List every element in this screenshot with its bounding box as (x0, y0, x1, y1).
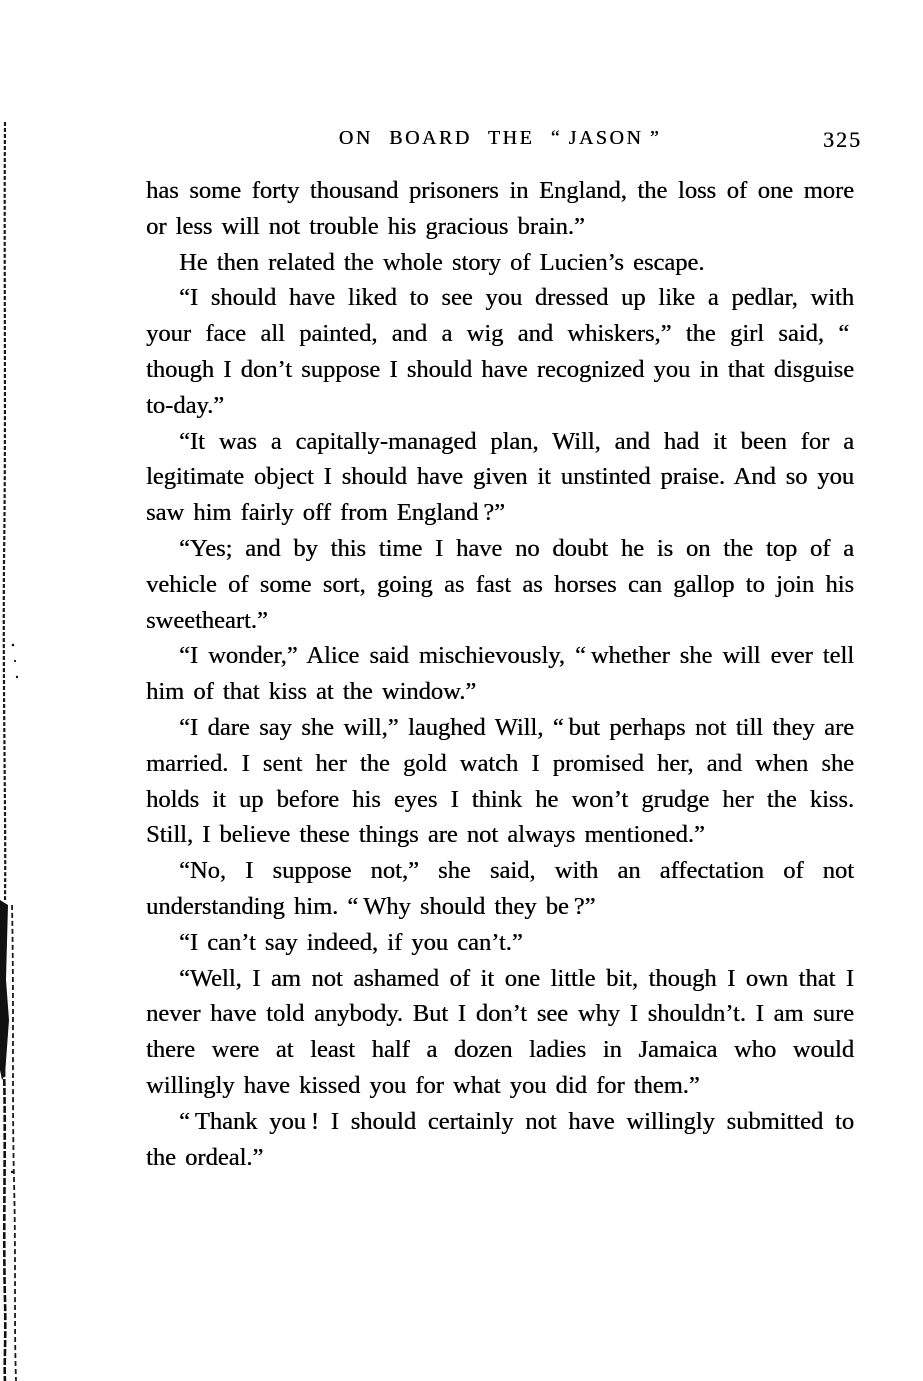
text-column (146, 127, 862, 1175)
paragraph: “ Thank you ! I should certainly not have willingly submitted to the ordeal.” (146, 1107, 854, 1171)
page-body (146, 173, 854, 1175)
paragraph: “Yes; and by this time I have no doubt he is on the top of a vehicle of some sort, going as fast as horses can gallop to join his sweetheart.” (146, 534, 854, 634)
scan-artifact-left-edge (0, 0, 30, 1381)
paragraph: “It was a capitally-managed plan, Will, and had it been for a legitimate object I should have given it unstinted praise. And so you saw him fairly off from England ?” (146, 427, 854, 527)
paragraph: has some forty thousand prisoners in England, the loss of one more or less will not trouble his gracious brain.” (146, 177, 854, 240)
paragraph: “Well, I am not ashamed of it one little bit, though I own that I never have told anybody. But I don’t see why I shouldn’t. I am sure there were at least half a dozen ladies in Jamaica who would willingly have kissed you for what you did for them.” (146, 964, 854, 1099)
page-number: 325 (823, 127, 862, 152)
paragraph: “No, I suppose not,” she said, with an affectation of not understanding him. “ Why should they be ?” (146, 857, 854, 920)
paragraph: “I dare say she will,” laughed Will, “ but perhaps not till they are married. I sent her the gold watch I promised her, and when she holds it up before his eyes I think he won’t grudge her the kiss. Still, I believe these things are not always mentioned.” (146, 713, 854, 849)
paragraph: “I wonder,” Alice said mischievously, “ whether she will ever tell him of that kiss at the window.” (146, 642, 854, 706)
paragraph: “I can’t say indeed, if you can’t.” (179, 928, 523, 956)
paragraph: “I should have liked to see you dressed up like a pedlar, with your face all painted, and a wig and whiskers,” the girl said, “ though I don’t suppose I should have recognized you in that disguise to-day.” (146, 284, 854, 419)
running-header (146, 127, 862, 157)
header-title: ON BOARD THE “ JASON ” (338, 127, 662, 149)
paragraph: He then related the whole story of Lucien’s escape. (179, 248, 705, 276)
